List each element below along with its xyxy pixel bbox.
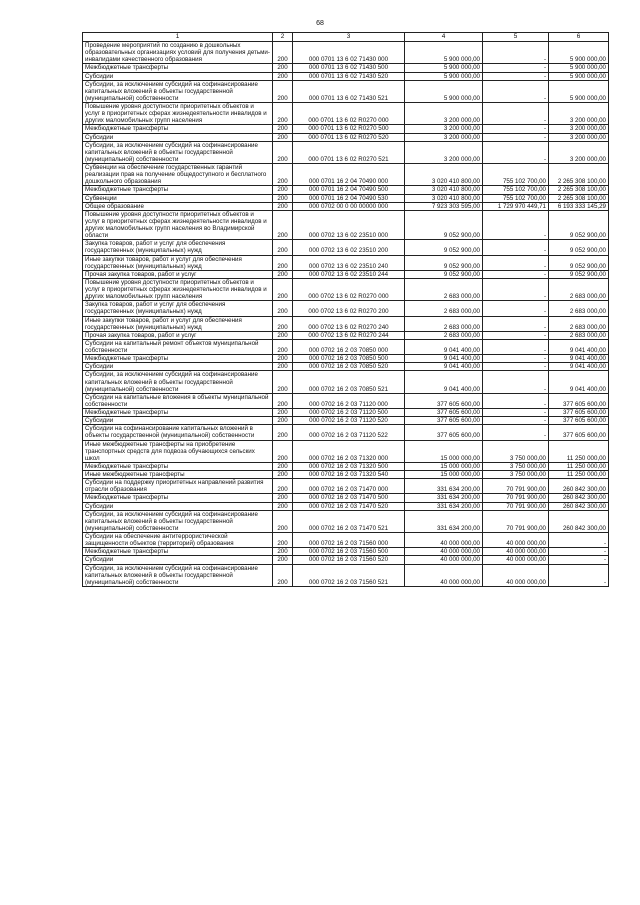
row-value-4: 9 052 900,00 bbox=[405, 255, 483, 270]
row-code2: 200 bbox=[273, 141, 293, 163]
row-code2: 200 bbox=[273, 186, 293, 194]
row-name: Субсидии, за исключением субсидий на софинансирование капитальных вложений в объекты государственной (муниципальной) собственности bbox=[83, 564, 273, 586]
table-row bbox=[83, 64, 609, 72]
row-value-4: 3 020 410 800,00 bbox=[405, 194, 483, 202]
row-code: 000 0701 13 6 02 R0270 500 bbox=[293, 125, 405, 133]
table-row bbox=[83, 417, 609, 425]
row-value-5: - bbox=[483, 255, 549, 270]
table-row bbox=[83, 393, 609, 408]
row-value-6: 5 900 000,00 bbox=[549, 64, 609, 72]
table-row bbox=[83, 42, 609, 64]
row-value-4: 3 200 000,00 bbox=[405, 141, 483, 163]
table-row bbox=[83, 194, 609, 202]
row-value-4: 377 605 600,00 bbox=[405, 409, 483, 417]
table-row bbox=[83, 479, 609, 494]
row-code: 000 0702 16 2 03 71320 500 bbox=[293, 462, 405, 470]
row-value-4: 3 200 000,00 bbox=[405, 103, 483, 125]
row-code2: 200 bbox=[273, 210, 293, 240]
table-row bbox=[83, 72, 609, 80]
row-code2: 200 bbox=[273, 548, 293, 556]
row-value-4: 3 020 410 800,00 bbox=[405, 164, 483, 186]
row-code2: 200 bbox=[273, 479, 293, 494]
row-value-5: 70 791 900,00 bbox=[483, 502, 549, 510]
row-name: Повышение уровня доступности приоритетных объектов и услуг в приоритетных сферах жизнедеятельности инвалидов и других маломобильных групп населения во Владимирской области bbox=[83, 210, 273, 240]
row-code: 000 0702 16 2 03 71120 000 bbox=[293, 393, 405, 408]
row-name: Субсидии на капитальные вложения в объекты муниципальной собственности bbox=[83, 393, 273, 408]
row-value-6: 5 900 000,00 bbox=[549, 72, 609, 80]
row-value-6: 2 683 000,00 bbox=[549, 316, 609, 331]
row-value-6: 9 052 900,00 bbox=[549, 240, 609, 255]
row-value-5: 70 791 900,00 bbox=[483, 510, 549, 532]
table-row bbox=[83, 502, 609, 510]
row-name: Субсидии на капитальный ремонт объектов муниципальной собственности bbox=[83, 339, 273, 354]
row-value-5: 755 102 700,00 bbox=[483, 164, 549, 186]
row-name: Иные межбюджетные трансферты bbox=[83, 471, 273, 479]
row-value-4: 2 683 000,00 bbox=[405, 316, 483, 331]
row-value-6: 9 052 900,00 bbox=[549, 210, 609, 240]
row-value-6: 3 200 000,00 bbox=[549, 103, 609, 125]
row-value-4: 3 020 410 800,00 bbox=[405, 186, 483, 194]
row-code2: 200 bbox=[273, 510, 293, 532]
table-row bbox=[83, 164, 609, 186]
row-code: 000 0702 13 6 02 R0270 244 bbox=[293, 331, 405, 339]
row-value-5: - bbox=[483, 393, 549, 408]
row-code2: 200 bbox=[273, 103, 293, 125]
row-name: Повышение уровня доступности приоритетных объектов и услуг в приоритетных сферах жизнедеятельности инвалидов и других маломобильных групп населения bbox=[83, 278, 273, 300]
row-code2: 200 bbox=[273, 301, 293, 316]
row-name: Проведение мероприятий по созданию в дошкольных образовательных организациях условий для получения детьми-инвалидами качественного образования bbox=[83, 42, 273, 64]
table-row bbox=[83, 510, 609, 532]
table-row bbox=[83, 133, 609, 141]
table-row bbox=[83, 270, 609, 278]
row-code2: 200 bbox=[273, 494, 293, 502]
row-value-6: - bbox=[549, 533, 609, 548]
row-value-6: 11 250 000,00 bbox=[549, 440, 609, 462]
row-value-4: 331 634 200,00 bbox=[405, 494, 483, 502]
row-code: 000 0702 13 6 02 23510 244 bbox=[293, 270, 405, 278]
row-code2: 200 bbox=[273, 440, 293, 462]
table-row bbox=[83, 141, 609, 163]
row-value-5: - bbox=[483, 363, 549, 371]
row-value-4: 9 052 900,00 bbox=[405, 270, 483, 278]
row-value-4: 3 200 000,00 bbox=[405, 133, 483, 141]
row-name: Субсидии, за исключением субсидий на софинансирование капитальных вложений в объекты государственной (муниципальной) собственности bbox=[83, 510, 273, 532]
row-value-5: - bbox=[483, 270, 549, 278]
row-code2: 200 bbox=[273, 64, 293, 72]
row-name: Субсидии, за исключением субсидий на софинансирование капитальных вложений в объекты государственной (муниципальной) собственности bbox=[83, 80, 273, 102]
row-name: Иные межбюджетные трансферты на приобретение транспортных средств для подвоза обучающихся сельских школ bbox=[83, 440, 273, 462]
row-value-6: 377 605 600,00 bbox=[549, 409, 609, 417]
row-value-6: 2 265 308 100,00 bbox=[549, 164, 609, 186]
row-name: Субсидии bbox=[83, 363, 273, 371]
row-value-6: 11 250 000,00 bbox=[549, 462, 609, 470]
row-code: 000 0702 16 2 03 70850 520 bbox=[293, 363, 405, 371]
row-code2: 200 bbox=[273, 556, 293, 564]
row-name: Межбюджетные трансферты bbox=[83, 125, 273, 133]
row-value-6: 9 041 400,00 bbox=[549, 355, 609, 363]
row-name: Закупка товаров, работ и услуг для обеспечения государственных (муниципальных) нужд bbox=[83, 240, 273, 255]
row-code2: 200 bbox=[273, 363, 293, 371]
row-value-4: 2 683 000,00 bbox=[405, 331, 483, 339]
row-code: 000 0701 16 2 04 70490 530 bbox=[293, 194, 405, 202]
header-col-2: 2 bbox=[273, 33, 293, 42]
row-value-5: - bbox=[483, 339, 549, 354]
row-code2: 200 bbox=[273, 371, 293, 393]
row-name: Межбюджетные трансферты bbox=[83, 186, 273, 194]
row-value-4: 9 041 400,00 bbox=[405, 363, 483, 371]
row-code2: 200 bbox=[273, 393, 293, 408]
row-code: 000 0702 16 2 03 71470 521 bbox=[293, 510, 405, 532]
row-code2: 200 bbox=[273, 409, 293, 417]
row-value-6: 377 605 600,00 bbox=[549, 393, 609, 408]
row-code2: 200 bbox=[273, 125, 293, 133]
table-row bbox=[83, 363, 609, 371]
row-value-6: - bbox=[549, 564, 609, 586]
row-code2: 200 bbox=[273, 255, 293, 270]
row-name: Иные закупки товаров, работ и услуг для обеспечения государственных (муниципальных) нужд bbox=[83, 316, 273, 331]
table-row bbox=[83, 371, 609, 393]
row-value-4: 9 041 400,00 bbox=[405, 355, 483, 363]
row-name: Общее образование bbox=[83, 202, 273, 210]
row-name: Субсидии, за исключением субсидий на софинансирование капитальных вложений в объекты государственной (муниципальной) собственности bbox=[83, 141, 273, 163]
row-value-4: 15 000 000,00 bbox=[405, 471, 483, 479]
row-value-4: 5 900 000,00 bbox=[405, 42, 483, 64]
table-row bbox=[83, 331, 609, 339]
row-value-6: 9 041 400,00 bbox=[549, 363, 609, 371]
row-code2: 200 bbox=[273, 425, 293, 440]
row-code: 000 0702 13 6 02 R0270 000 bbox=[293, 278, 405, 300]
row-code: 000 0702 16 2 03 71320 000 bbox=[293, 440, 405, 462]
row-value-4: 9 041 400,00 bbox=[405, 339, 483, 354]
row-code: 000 0701 13 6 02 R0270 000 bbox=[293, 103, 405, 125]
row-value-5: - bbox=[483, 133, 549, 141]
row-name: Субвенции bbox=[83, 194, 273, 202]
row-value-5: - bbox=[483, 331, 549, 339]
row-code: 000 0702 16 2 03 71470 000 bbox=[293, 479, 405, 494]
row-code2: 200 bbox=[273, 355, 293, 363]
row-code2: 200 bbox=[273, 278, 293, 300]
row-value-4: 2 683 000,00 bbox=[405, 301, 483, 316]
row-value-5: 3 750 000,00 bbox=[483, 440, 549, 462]
row-code: 000 0702 13 6 02 23510 200 bbox=[293, 240, 405, 255]
table-row bbox=[83, 425, 609, 440]
table-row bbox=[83, 186, 609, 194]
row-code: 000 0701 13 6 02 71430 520 bbox=[293, 72, 405, 80]
row-value-5: 1 729 970 449,71 bbox=[483, 202, 549, 210]
row-value-6: 6 193 333 145,29 bbox=[549, 202, 609, 210]
row-code2: 200 bbox=[273, 331, 293, 339]
table-row bbox=[83, 533, 609, 548]
table-row bbox=[83, 255, 609, 270]
table-row bbox=[83, 494, 609, 502]
row-value-5: - bbox=[483, 103, 549, 125]
row-code: 000 0702 00 0 00 00000 000 bbox=[293, 202, 405, 210]
row-value-4: 3 200 000,00 bbox=[405, 125, 483, 133]
row-code2: 200 bbox=[273, 533, 293, 548]
row-name: Повышение уровня доступности приоритетных объектов и услуг в приоритетных сферах жизнедеятельности инвалидов и других маломобильных групп населения bbox=[83, 103, 273, 125]
table-row bbox=[83, 240, 609, 255]
row-code: 000 0702 16 2 03 70850 521 bbox=[293, 371, 405, 393]
row-code2: 200 bbox=[273, 202, 293, 210]
row-value-4: 377 605 600,00 bbox=[405, 417, 483, 425]
table-row bbox=[83, 409, 609, 417]
row-name: Межбюджетные трансферты bbox=[83, 355, 273, 363]
row-value-6: - bbox=[549, 548, 609, 556]
row-code: 000 0702 13 6 02 R0270 240 bbox=[293, 316, 405, 331]
row-code: 000 0702 16 2 03 71470 500 bbox=[293, 494, 405, 502]
row-value-5: 40 000 000,00 bbox=[483, 548, 549, 556]
row-value-4: 40 000 000,00 bbox=[405, 564, 483, 586]
row-value-6: 9 041 400,00 bbox=[549, 339, 609, 354]
row-value-5: - bbox=[483, 141, 549, 163]
row-value-5: - bbox=[483, 42, 549, 64]
row-code: 000 0702 16 2 03 71560 520 bbox=[293, 556, 405, 564]
table-row bbox=[83, 278, 609, 300]
row-value-6: 2 683 000,00 bbox=[549, 331, 609, 339]
row-name: Межбюджетные трансферты bbox=[83, 548, 273, 556]
row-value-5: 70 791 900,00 bbox=[483, 479, 549, 494]
row-value-5: - bbox=[483, 64, 549, 72]
row-code2: 200 bbox=[273, 502, 293, 510]
row-value-5: - bbox=[483, 371, 549, 393]
row-value-6: 5 900 000,00 bbox=[549, 42, 609, 64]
row-code: 000 0701 13 6 02 71430 500 bbox=[293, 64, 405, 72]
row-value-4: 40 000 000,00 bbox=[405, 556, 483, 564]
table-row bbox=[83, 202, 609, 210]
row-value-4: 40 000 000,00 bbox=[405, 548, 483, 556]
row-code2: 200 bbox=[273, 462, 293, 470]
table-row bbox=[83, 339, 609, 354]
table-row bbox=[83, 80, 609, 102]
row-value-6: 2 265 308 100,00 bbox=[549, 194, 609, 202]
row-value-4: 331 634 200,00 bbox=[405, 510, 483, 532]
row-code: 000 0701 13 6 02 71430 521 bbox=[293, 80, 405, 102]
row-code: 000 0702 16 2 03 71470 520 bbox=[293, 502, 405, 510]
table-row bbox=[83, 471, 609, 479]
row-code2: 200 bbox=[273, 316, 293, 331]
table-row bbox=[83, 210, 609, 240]
row-value-4: 15 000 000,00 bbox=[405, 462, 483, 470]
row-code: 000 0701 13 6 02 71430 000 bbox=[293, 42, 405, 64]
row-value-6: - bbox=[549, 556, 609, 564]
row-code2: 200 bbox=[273, 164, 293, 186]
row-value-4: 5 900 000,00 bbox=[405, 80, 483, 102]
row-name: Субсидии bbox=[83, 133, 273, 141]
page-number: 68 bbox=[316, 20, 324, 27]
row-code2: 200 bbox=[273, 564, 293, 586]
row-value-5: - bbox=[483, 125, 549, 133]
row-value-6: 11 250 000,00 bbox=[549, 471, 609, 479]
row-code2: 200 bbox=[273, 339, 293, 354]
row-name: Субсидии bbox=[83, 72, 273, 80]
row-value-4: 15 000 000,00 bbox=[405, 440, 483, 462]
row-value-4: 5 900 000,00 bbox=[405, 64, 483, 72]
row-code: 000 0702 16 2 03 71560 000 bbox=[293, 533, 405, 548]
row-value-4: 7 923 303 595,00 bbox=[405, 202, 483, 210]
table-row bbox=[83, 548, 609, 556]
budget-table bbox=[82, 32, 609, 587]
row-value-5: - bbox=[483, 355, 549, 363]
header-col-6: 6 bbox=[549, 33, 609, 42]
row-value-5: - bbox=[483, 240, 549, 255]
row-value-6: 377 605 600,00 bbox=[549, 425, 609, 440]
table-row bbox=[83, 316, 609, 331]
row-code: 000 0702 13 6 02 23510 000 bbox=[293, 210, 405, 240]
row-code: 000 0702 16 2 03 70850 000 bbox=[293, 339, 405, 354]
row-value-5: 755 102 700,00 bbox=[483, 186, 549, 194]
row-value-5: - bbox=[483, 316, 549, 331]
table-row bbox=[83, 355, 609, 363]
table-row bbox=[83, 103, 609, 125]
table-row bbox=[83, 556, 609, 564]
row-value-5: - bbox=[483, 278, 549, 300]
row-value-5: - bbox=[483, 80, 549, 102]
row-value-6: 9 052 900,00 bbox=[549, 255, 609, 270]
row-value-4: 377 605 600,00 bbox=[405, 425, 483, 440]
row-value-6: 3 200 000,00 bbox=[549, 125, 609, 133]
table-row bbox=[83, 301, 609, 316]
row-value-4: 331 634 200,00 bbox=[405, 502, 483, 510]
row-value-4: 9 041 400,00 bbox=[405, 371, 483, 393]
row-value-6: 260 842 300,00 bbox=[549, 510, 609, 532]
row-value-6: 5 900 000,00 bbox=[549, 80, 609, 102]
header-col-5: 5 bbox=[483, 33, 549, 42]
row-value-4: 2 683 000,00 bbox=[405, 278, 483, 300]
row-name: Межбюджетные трансферты bbox=[83, 494, 273, 502]
row-value-6: 2 683 000,00 bbox=[549, 301, 609, 316]
row-value-6: 260 842 300,00 bbox=[549, 479, 609, 494]
row-name: Субсидии bbox=[83, 417, 273, 425]
row-value-5: 40 000 000,00 bbox=[483, 556, 549, 564]
row-code: 000 0701 13 6 02 R0270 520 bbox=[293, 133, 405, 141]
row-value-5: 40 000 000,00 bbox=[483, 533, 549, 548]
row-code2: 200 bbox=[273, 72, 293, 80]
row-value-6: 2 265 308 100,00 bbox=[549, 186, 609, 194]
row-code2: 200 bbox=[273, 270, 293, 278]
row-code: 000 0702 13 6 02 R0270 200 bbox=[293, 301, 405, 316]
row-name: Межбюджетные трансферты bbox=[83, 64, 273, 72]
row-name: Субсидии, за исключением субсидий на софинансирование капитальных вложений в объекты государственной (муниципальной) собственности bbox=[83, 371, 273, 393]
row-code2: 200 bbox=[273, 417, 293, 425]
row-name: Субвенции на обеспечение государственных гарантий реализации прав на получение общедоступного и бесплатного дошкольного образования bbox=[83, 164, 273, 186]
header-col-3: 3 bbox=[293, 33, 405, 42]
table-row bbox=[83, 462, 609, 470]
row-code: 000 0701 13 6 02 R0270 521 bbox=[293, 141, 405, 163]
row-name: Субсидии на обеспечение антитеррористической защищенности объектов (территорий) образования bbox=[83, 533, 273, 548]
row-value-5: 755 102 700,00 bbox=[483, 194, 549, 202]
row-code: 000 0701 16 2 04 70490 500 bbox=[293, 186, 405, 194]
row-code2: 200 bbox=[273, 240, 293, 255]
table-row bbox=[83, 125, 609, 133]
row-value-6: 9 052 900,00 bbox=[549, 270, 609, 278]
row-value-6: 260 842 300,00 bbox=[549, 494, 609, 502]
row-name: Межбюджетные трансферты bbox=[83, 462, 273, 470]
row-value-5: 70 791 900,00 bbox=[483, 494, 549, 502]
row-code: 000 0702 16 2 03 70850 500 bbox=[293, 355, 405, 363]
row-value-6: 260 842 300,00 bbox=[549, 502, 609, 510]
row-name: Прочая закупка товаров, работ и услуг bbox=[83, 331, 273, 339]
row-value-5: 40 000 000,00 bbox=[483, 564, 549, 586]
row-code: 000 0702 16 2 03 71560 521 bbox=[293, 564, 405, 586]
row-value-4: 9 052 900,00 bbox=[405, 240, 483, 255]
row-code2: 200 bbox=[273, 42, 293, 64]
row-value-5: - bbox=[483, 210, 549, 240]
row-value-4: 331 634 200,00 bbox=[405, 479, 483, 494]
row-name: Межбюджетные трансферты bbox=[83, 409, 273, 417]
table-row bbox=[83, 440, 609, 462]
row-name: Субсидии bbox=[83, 502, 273, 510]
row-code: 000 0701 16 2 04 70490 000 bbox=[293, 164, 405, 186]
row-value-6: 3 200 000,00 bbox=[549, 141, 609, 163]
row-value-5: - bbox=[483, 425, 549, 440]
row-name: Субсидии на поддержку приоритетных направлений развития отрасли образования bbox=[83, 479, 273, 494]
row-code2: 200 bbox=[273, 133, 293, 141]
row-value-4: 5 900 000,00 bbox=[405, 72, 483, 80]
row-code2: 200 bbox=[273, 80, 293, 102]
row-code: 000 0702 16 2 03 71320 540 bbox=[293, 471, 405, 479]
row-code: 000 0702 16 2 03 71120 520 bbox=[293, 417, 405, 425]
row-value-5: 3 750 000,00 bbox=[483, 471, 549, 479]
row-name: Закупка товаров, работ и услуг для обеспечения государственных (муниципальных) нужд bbox=[83, 301, 273, 316]
header-col-1: 1 bbox=[83, 33, 273, 42]
row-code2: 200 bbox=[273, 194, 293, 202]
row-name: Прочая закупка товаров, работ и услуг bbox=[83, 270, 273, 278]
table-header-row bbox=[83, 33, 609, 42]
row-value-5: 3 750 000,00 bbox=[483, 462, 549, 470]
row-value-6: 377 605 600,00 bbox=[549, 417, 609, 425]
row-value-5: - bbox=[483, 72, 549, 80]
row-code: 000 0702 13 6 02 23510 240 bbox=[293, 255, 405, 270]
row-value-4: 9 052 900,00 bbox=[405, 210, 483, 240]
row-code: 000 0702 16 2 03 71560 500 bbox=[293, 548, 405, 556]
row-value-4: 377 605 600,00 bbox=[405, 393, 483, 408]
row-code: 000 0702 16 2 03 71120 522 bbox=[293, 425, 405, 440]
row-value-6: 2 683 000,00 bbox=[549, 278, 609, 300]
row-name: Субсидии на софинансирование капитальных вложений в объекты государственной (муниципальной) собственности bbox=[83, 425, 273, 440]
row-value-6: 3 200 000,00 bbox=[549, 133, 609, 141]
row-code: 000 0702 16 2 03 71120 500 bbox=[293, 409, 405, 417]
row-value-4: 40 000 000,00 bbox=[405, 533, 483, 548]
row-name: Субсидии bbox=[83, 556, 273, 564]
row-code2: 200 bbox=[273, 471, 293, 479]
row-value-6: 9 041 400,00 bbox=[549, 371, 609, 393]
row-name: Иные закупки товаров, работ и услуг для обеспечения государственных (муниципальных) нужд bbox=[83, 255, 273, 270]
row-value-5: - bbox=[483, 301, 549, 316]
row-value-5: - bbox=[483, 417, 549, 425]
row-value-5: - bbox=[483, 409, 549, 417]
header-col-4: 4 bbox=[405, 33, 483, 42]
table-row bbox=[83, 564, 609, 586]
